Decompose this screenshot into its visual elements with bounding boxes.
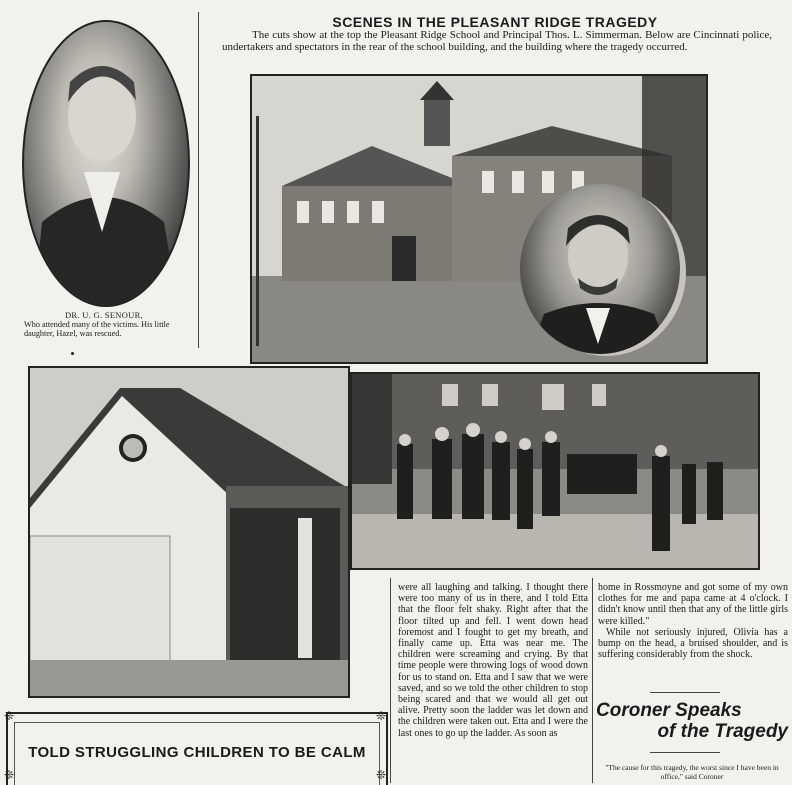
principal-portrait <box>520 184 680 354</box>
subhead-rule-bottom <box>650 752 720 753</box>
coroner-subhead-line-2: of the Tragedy <box>657 721 788 742</box>
portrait-figure <box>24 22 188 305</box>
crowd-photo <box>350 372 760 570</box>
article-column-1-paragraph: were all laughing and talking. I thought there were too many of us in there, and I told Etta that the floor felt shaky. Right after that the floor tilted up and fell. I went down head foremost and I fought to get my breath, and finally came up. Etta was near me. The children were screaming and crying. By that time people were throwing logs of wood down for us to stand on. Etta and I saw that we were saved, and so we told the other children to stop being scared and that we would all get out alive. Pretty soon the ladder was let down and the children were taken out. Etta and I were the last ones to go up the ladder. As soon as <box>398 582 588 739</box>
column-rule-mid <box>592 578 593 783</box>
corner-ornament-icon: ❊ <box>376 709 387 723</box>
article-column-1 <box>398 582 588 783</box>
bottom-headline-text: TOLD STRUGGLING CHILDREN TO BE CALM <box>28 744 366 761</box>
building-photo <box>28 366 350 698</box>
portrait-caption-name: DR. U. G. SENOUR, <box>64 310 144 320</box>
corner-ornament-icon: ❊ <box>4 709 15 723</box>
corner-ornament-icon: ❊ <box>4 768 15 782</box>
principal-figure <box>520 184 680 354</box>
article-column-2-paragraph-1: home in Rossmoyne and got some of my own clothes for me and papa came at 4 o'clock. I didn't know until then that any of the little girls were killed." <box>598 582 788 627</box>
coroner-subhead-line-1: Coroner Speaks <box>596 700 742 721</box>
portrait-caption-text: Who attended many of the victims. His little daughter, Hazel, was rescued. <box>24 320 170 338</box>
subhead-rule-top <box>650 692 720 693</box>
article-column-2 <box>598 582 788 660</box>
column-rule-left <box>390 578 391 783</box>
article-column-2-paragraph-2: While not seriously injured, Olivia has a bump on the head, a bruised shoulder, and is suffering considerably from the shock. <box>598 626 788 661</box>
bottom-headline-box <box>4 709 388 785</box>
coroner-snippet: "The cause for this tragedy, the worst since I have been in office," said Coroner <box>605 763 779 781</box>
portrait-caption <box>24 311 184 338</box>
crowd-scene <box>352 374 758 568</box>
portrait-photo <box>22 20 190 307</box>
page-headline: SCENES IN THE PLEASANT RIDGE TRAGEDY <box>332 14 658 30</box>
coroner-subhead <box>596 700 788 742</box>
intro-paragraph: The cuts show at the top the Pleasant Ridge School and Principal Thos. L. Simmerman. Below are Cincinnati police, undertakers and spectators in the rear of the school building, and the building where the tragedy occurred. <box>222 29 772 53</box>
building-scene <box>30 368 348 696</box>
bullet-dot <box>71 352 74 355</box>
corner-ornament-icon: ❊ <box>376 768 387 782</box>
